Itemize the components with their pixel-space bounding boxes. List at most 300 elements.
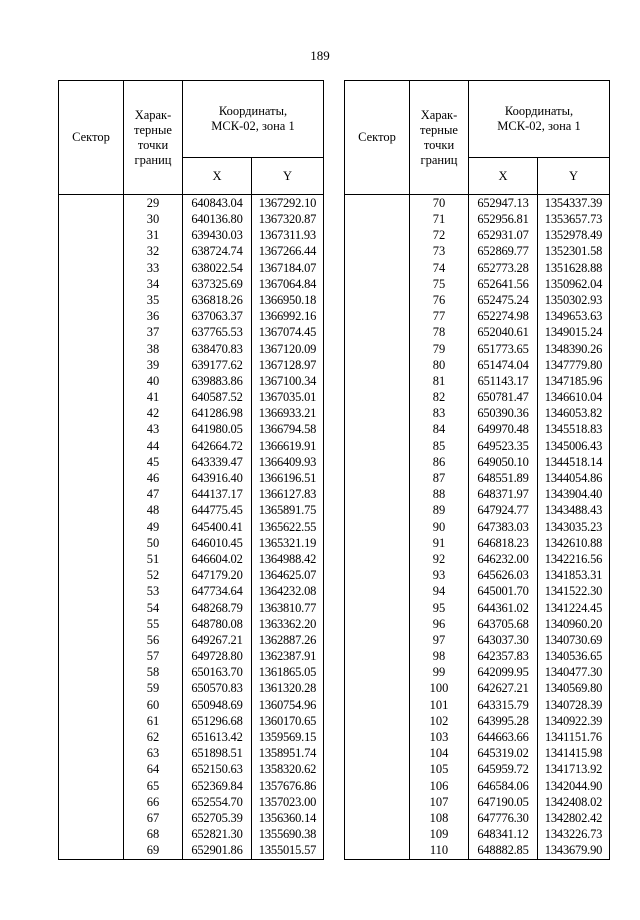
table-row — [345, 648, 610, 664]
x-coordinate-cell: 652869.77 — [469, 244, 538, 260]
x-coordinate-cell: 650163.70 — [183, 664, 252, 680]
y-coordinate-cell: 1367064.84 — [252, 276, 324, 292]
point-number-cell: 97 — [410, 632, 469, 648]
x-coordinate-cell: 649728.80 — [183, 648, 252, 664]
sector-cell — [345, 454, 410, 470]
x-coordinate-cell: 652475.24 — [469, 292, 538, 308]
y-coordinate-cell: 1367311.93 — [252, 227, 324, 243]
x-coordinate-cell: 650390.36 — [469, 405, 538, 421]
sector-cell — [345, 794, 410, 810]
table-row — [345, 762, 610, 778]
y-coordinate-cell: 1355015.57 — [252, 843, 324, 860]
sector-cell — [345, 292, 410, 308]
table-row — [59, 794, 324, 810]
x-coordinate-cell: 638470.83 — [183, 341, 252, 357]
sector-cell — [345, 519, 410, 535]
x-coordinate-cell: 644137.17 — [183, 486, 252, 502]
point-number-cell: 109 — [410, 826, 469, 842]
x-coordinate-cell: 645400.41 — [183, 519, 252, 535]
point-number-cell: 108 — [410, 810, 469, 826]
point-number-cell: 79 — [410, 341, 469, 357]
table-row — [59, 616, 324, 632]
point-number-cell: 61 — [124, 713, 183, 729]
sector-cell — [345, 648, 410, 664]
point-number-cell: 93 — [410, 567, 469, 583]
x-coordinate-cell: 652947.13 — [469, 195, 538, 212]
y-coordinate-cell: 1366127.83 — [252, 486, 324, 502]
y-coordinate-cell: 1352301.58 — [538, 244, 610, 260]
point-number-cell: 95 — [410, 600, 469, 616]
header-points-line: терные — [420, 122, 458, 137]
header-points-line: границ — [134, 152, 172, 167]
sector-cell — [345, 486, 410, 502]
table-row — [345, 260, 610, 276]
sector-cell — [59, 794, 124, 810]
table-row — [345, 778, 610, 794]
point-number-cell: 80 — [410, 357, 469, 373]
point-number-cell: 81 — [410, 373, 469, 389]
y-coordinate-cell: 1367074.45 — [252, 325, 324, 341]
table-row — [345, 551, 610, 567]
sector-cell — [345, 810, 410, 826]
x-coordinate-cell: 646818.23 — [469, 535, 538, 551]
table-row — [59, 341, 324, 357]
point-number-cell: 84 — [410, 422, 469, 438]
table-row — [59, 470, 324, 486]
sector-cell — [59, 697, 124, 713]
point-number-cell: 99 — [410, 664, 469, 680]
sector-cell — [59, 519, 124, 535]
table-row — [59, 389, 324, 405]
sector-cell — [345, 227, 410, 243]
point-number-cell: 69 — [124, 843, 183, 860]
table-row — [59, 519, 324, 535]
x-coordinate-cell: 649050.10 — [469, 454, 538, 470]
sector-cell — [345, 826, 410, 842]
point-number-cell: 101 — [410, 697, 469, 713]
point-number-cell: 103 — [410, 729, 469, 745]
sector-cell — [59, 438, 124, 454]
x-coordinate-cell: 642664.72 — [183, 438, 252, 454]
y-coordinate-cell: 1346610.04 — [538, 389, 610, 405]
point-number-cell: 38 — [124, 341, 183, 357]
y-coordinate-cell: 1353657.73 — [538, 211, 610, 227]
point-number-cell: 64 — [124, 762, 183, 778]
point-number-cell: 85 — [410, 438, 469, 454]
table-row — [345, 519, 610, 535]
sector-cell — [59, 535, 124, 551]
y-coordinate-cell: 1349653.63 — [538, 308, 610, 324]
sector-cell — [59, 713, 124, 729]
header-coordinates — [183, 81, 324, 158]
sector-cell — [59, 551, 124, 567]
y-coordinate-cell: 1348390.26 — [538, 341, 610, 357]
table-row — [345, 600, 610, 616]
y-coordinate-cell: 1358320.62 — [252, 762, 324, 778]
table-row — [345, 308, 610, 324]
point-number-cell: 49 — [124, 519, 183, 535]
header-coords-line: МСК-02, зона 1 — [211, 119, 295, 133]
x-coordinate-cell: 641980.05 — [183, 422, 252, 438]
sector-cell — [345, 373, 410, 389]
x-coordinate-cell: 644361.02 — [469, 600, 538, 616]
point-number-cell: 51 — [124, 551, 183, 567]
table-row — [345, 567, 610, 583]
table-row — [345, 486, 610, 502]
table-row — [345, 632, 610, 648]
table-row — [59, 454, 324, 470]
x-coordinate-cell: 639430.03 — [183, 227, 252, 243]
x-coordinate-cell: 646584.06 — [469, 778, 538, 794]
sector-cell — [59, 762, 124, 778]
y-coordinate-cell: 1343488.43 — [538, 503, 610, 519]
x-coordinate-cell: 650570.83 — [183, 681, 252, 697]
x-coordinate-cell: 647383.03 — [469, 519, 538, 535]
sector-cell — [59, 584, 124, 600]
sector-cell — [59, 227, 124, 243]
y-coordinate-cell: 1347779.80 — [538, 357, 610, 373]
sector-cell — [345, 681, 410, 697]
point-number-cell: 53 — [124, 584, 183, 600]
table-row — [345, 664, 610, 680]
table-row — [59, 276, 324, 292]
sector-cell — [59, 341, 124, 357]
sector-cell — [345, 405, 410, 421]
y-coordinate-cell: 1344518.14 — [538, 454, 610, 470]
x-coordinate-cell: 652554.70 — [183, 794, 252, 810]
point-number-cell: 107 — [410, 794, 469, 810]
table-row — [345, 373, 610, 389]
table-row — [59, 486, 324, 502]
header-x: X — [183, 158, 252, 195]
sector-cell — [345, 567, 410, 583]
point-number-cell: 48 — [124, 503, 183, 519]
sector-cell — [59, 681, 124, 697]
point-number-cell: 74 — [410, 260, 469, 276]
sector-cell — [345, 697, 410, 713]
x-coordinate-cell: 643315.79 — [469, 697, 538, 713]
point-number-cell: 91 — [410, 535, 469, 551]
table-row — [59, 729, 324, 745]
x-coordinate-cell: 648882.85 — [469, 843, 538, 860]
y-coordinate-cell: 1363810.77 — [252, 600, 324, 616]
sector-cell — [345, 438, 410, 454]
y-coordinate-cell: 1352978.49 — [538, 227, 610, 243]
point-number-cell: 96 — [410, 616, 469, 632]
x-coordinate-cell: 650948.69 — [183, 697, 252, 713]
y-coordinate-cell: 1350962.04 — [538, 276, 610, 292]
sector-cell — [345, 584, 410, 600]
sector-cell — [345, 600, 410, 616]
table-row — [345, 713, 610, 729]
table-row — [59, 843, 324, 860]
table-row — [59, 195, 324, 212]
point-number-cell: 56 — [124, 632, 183, 648]
point-number-cell: 45 — [124, 454, 183, 470]
x-coordinate-cell: 648780.08 — [183, 616, 252, 632]
x-coordinate-cell: 641286.98 — [183, 405, 252, 421]
table-row — [59, 211, 324, 227]
sector-cell — [59, 211, 124, 227]
x-coordinate-cell: 652150.63 — [183, 762, 252, 778]
point-number-cell: 31 — [124, 227, 183, 243]
table-row — [59, 567, 324, 583]
x-coordinate-cell: 647179.20 — [183, 567, 252, 583]
y-coordinate-cell: 1342802.42 — [538, 810, 610, 826]
x-coordinate-cell: 652040.61 — [469, 325, 538, 341]
sector-cell — [59, 244, 124, 260]
sector-cell — [59, 308, 124, 324]
y-coordinate-cell: 1340728.39 — [538, 697, 610, 713]
table-row — [59, 292, 324, 308]
y-coordinate-cell: 1362387.91 — [252, 648, 324, 664]
point-number-cell: 86 — [410, 454, 469, 470]
y-coordinate-cell: 1366409.93 — [252, 454, 324, 470]
y-coordinate-cell: 1361865.05 — [252, 664, 324, 680]
point-number-cell: 110 — [410, 843, 469, 860]
x-coordinate-cell: 643995.28 — [469, 713, 538, 729]
sector-cell — [59, 745, 124, 761]
sector-cell — [59, 325, 124, 341]
point-number-cell: 104 — [410, 745, 469, 761]
y-coordinate-cell: 1364625.07 — [252, 567, 324, 583]
header-points-line: терные — [134, 122, 172, 137]
sector-cell — [345, 632, 410, 648]
table-row — [59, 438, 324, 454]
table-row — [59, 697, 324, 713]
sector-cell — [345, 713, 410, 729]
y-coordinate-cell: 1367266.44 — [252, 244, 324, 260]
header-y: Y — [252, 158, 324, 195]
y-coordinate-cell: 1341224.45 — [538, 600, 610, 616]
sector-cell — [345, 778, 410, 794]
table-row — [345, 341, 610, 357]
sector-cell — [59, 389, 124, 405]
sector-cell — [59, 470, 124, 486]
sector-cell — [345, 762, 410, 778]
x-coordinate-cell: 652931.07 — [469, 227, 538, 243]
y-coordinate-cell: 1342610.88 — [538, 535, 610, 551]
y-coordinate-cell: 1364232.08 — [252, 584, 324, 600]
table-row — [59, 308, 324, 324]
x-coordinate-cell: 640843.04 — [183, 195, 252, 212]
x-coordinate-cell: 651898.51 — [183, 745, 252, 761]
table-row — [345, 195, 610, 212]
page-number: 189 — [310, 48, 330, 63]
y-coordinate-cell: 1343035.23 — [538, 519, 610, 535]
x-coordinate-cell: 640136.80 — [183, 211, 252, 227]
y-coordinate-cell: 1367292.10 — [252, 195, 324, 212]
x-coordinate-cell: 642627.21 — [469, 681, 538, 697]
table-row — [345, 227, 610, 243]
sector-cell — [59, 454, 124, 470]
point-number-cell: 82 — [410, 389, 469, 405]
sector-cell — [59, 276, 124, 292]
point-number-cell: 43 — [124, 422, 183, 438]
header-characteristic-points — [410, 81, 469, 195]
y-coordinate-cell: 1342044.90 — [538, 778, 610, 794]
x-coordinate-cell: 649523.35 — [469, 438, 538, 454]
table-row — [345, 211, 610, 227]
point-number-cell: 29 — [124, 195, 183, 212]
table-row — [345, 389, 610, 405]
x-coordinate-cell: 644663.66 — [469, 729, 538, 745]
header-y: Y — [538, 158, 610, 195]
point-number-cell: 58 — [124, 664, 183, 680]
point-number-cell: 88 — [410, 486, 469, 502]
table-row — [345, 438, 610, 454]
y-coordinate-cell: 1341522.30 — [538, 584, 610, 600]
coordinates-table-left — [58, 80, 324, 860]
sector-cell — [345, 341, 410, 357]
table-row — [345, 405, 610, 421]
table-row — [345, 826, 610, 842]
sector-cell — [345, 745, 410, 761]
header-sector: Сектор — [59, 81, 124, 195]
sector-cell — [345, 843, 410, 860]
table-row — [345, 292, 610, 308]
x-coordinate-cell: 651474.04 — [469, 357, 538, 373]
sector-cell — [59, 373, 124, 389]
y-coordinate-cell: 1366933.21 — [252, 405, 324, 421]
point-number-cell: 50 — [124, 535, 183, 551]
sector-cell — [345, 244, 410, 260]
sector-cell — [345, 551, 410, 567]
table-row — [59, 227, 324, 243]
point-number-cell: 59 — [124, 681, 183, 697]
point-number-cell: 67 — [124, 810, 183, 826]
table-row — [345, 794, 610, 810]
x-coordinate-cell: 647924.77 — [469, 503, 538, 519]
point-number-cell: 40 — [124, 373, 183, 389]
point-number-cell: 68 — [124, 826, 183, 842]
sector-cell — [59, 648, 124, 664]
x-coordinate-cell: 650781.47 — [469, 389, 538, 405]
point-number-cell: 77 — [410, 308, 469, 324]
table-row — [345, 843, 610, 860]
y-coordinate-cell: 1349015.24 — [538, 325, 610, 341]
y-coordinate-cell: 1351628.88 — [538, 260, 610, 276]
sector-cell — [59, 632, 124, 648]
table-row — [59, 535, 324, 551]
table-row — [345, 616, 610, 632]
x-coordinate-cell: 652773.28 — [469, 260, 538, 276]
x-coordinate-cell: 651613.42 — [183, 729, 252, 745]
y-coordinate-cell: 1340730.69 — [538, 632, 610, 648]
point-number-cell: 54 — [124, 600, 183, 616]
sector-cell — [59, 260, 124, 276]
point-number-cell: 102 — [410, 713, 469, 729]
point-number-cell: 100 — [410, 681, 469, 697]
table-row — [59, 584, 324, 600]
x-coordinate-cell: 652901.86 — [183, 843, 252, 860]
point-number-cell: 52 — [124, 567, 183, 583]
x-coordinate-cell: 637063.37 — [183, 308, 252, 324]
table-row — [345, 454, 610, 470]
point-number-cell: 106 — [410, 778, 469, 794]
x-coordinate-cell: 646604.02 — [183, 551, 252, 567]
table-row — [345, 503, 610, 519]
sector-cell — [345, 470, 410, 486]
y-coordinate-cell: 1340569.80 — [538, 681, 610, 697]
point-number-cell: 62 — [124, 729, 183, 745]
sector-cell — [345, 195, 410, 212]
table-row — [345, 810, 610, 826]
table-row — [59, 681, 324, 697]
x-coordinate-cell: 651296.68 — [183, 713, 252, 729]
point-number-cell: 94 — [410, 584, 469, 600]
sector-cell — [59, 810, 124, 826]
y-coordinate-cell: 1365891.75 — [252, 503, 324, 519]
header-characteristic-points — [124, 81, 183, 195]
point-number-cell: 83 — [410, 405, 469, 421]
y-coordinate-cell: 1366950.18 — [252, 292, 324, 308]
table-row — [59, 762, 324, 778]
point-number-cell: 57 — [124, 648, 183, 664]
sector-cell — [59, 357, 124, 373]
table-row — [345, 535, 610, 551]
y-coordinate-cell: 1363362.20 — [252, 616, 324, 632]
point-number-cell: 42 — [124, 405, 183, 421]
table-row — [345, 584, 610, 600]
table-row — [345, 681, 610, 697]
x-coordinate-cell: 643339.47 — [183, 454, 252, 470]
x-coordinate-cell: 637325.69 — [183, 276, 252, 292]
x-coordinate-cell: 651773.65 — [469, 341, 538, 357]
table-row — [59, 826, 324, 842]
x-coordinate-cell: 645626.03 — [469, 567, 538, 583]
y-coordinate-cell: 1360754.96 — [252, 697, 324, 713]
header-points-line: Харак- — [420, 107, 458, 122]
coordinates-table-right — [344, 80, 610, 860]
point-number-cell: 63 — [124, 745, 183, 761]
header-points-line: точки — [423, 137, 455, 152]
sector-cell — [345, 211, 410, 227]
y-coordinate-cell: 1366619.91 — [252, 438, 324, 454]
table-row — [59, 244, 324, 260]
header-coords-line: Координаты, — [218, 104, 288, 118]
header-sector: Сектор — [345, 81, 410, 195]
sector-cell — [345, 325, 410, 341]
table-row — [345, 325, 610, 341]
point-number-cell: 55 — [124, 616, 183, 632]
y-coordinate-cell: 1362887.26 — [252, 632, 324, 648]
y-coordinate-cell: 1360170.65 — [252, 713, 324, 729]
y-coordinate-cell: 1365622.55 — [252, 519, 324, 535]
point-number-cell: 39 — [124, 357, 183, 373]
x-coordinate-cell: 636818.26 — [183, 292, 252, 308]
sector-cell — [59, 778, 124, 794]
x-coordinate-cell: 645319.02 — [469, 745, 538, 761]
x-coordinate-cell: 646232.00 — [469, 551, 538, 567]
table-row — [59, 713, 324, 729]
sector-cell — [345, 664, 410, 680]
point-number-cell: 72 — [410, 227, 469, 243]
y-coordinate-cell: 1343679.90 — [538, 843, 610, 860]
point-number-cell: 87 — [410, 470, 469, 486]
x-coordinate-cell: 648268.79 — [183, 600, 252, 616]
point-number-cell: 92 — [410, 551, 469, 567]
point-number-cell: 46 — [124, 470, 183, 486]
y-coordinate-cell: 1347185.96 — [538, 373, 610, 389]
sector-cell — [345, 535, 410, 551]
sector-cell — [59, 503, 124, 519]
x-coordinate-cell: 640587.52 — [183, 389, 252, 405]
y-coordinate-cell: 1359569.15 — [252, 729, 324, 745]
x-coordinate-cell: 648341.12 — [469, 826, 538, 842]
x-coordinate-cell: 651143.17 — [469, 373, 538, 389]
table-row — [59, 373, 324, 389]
